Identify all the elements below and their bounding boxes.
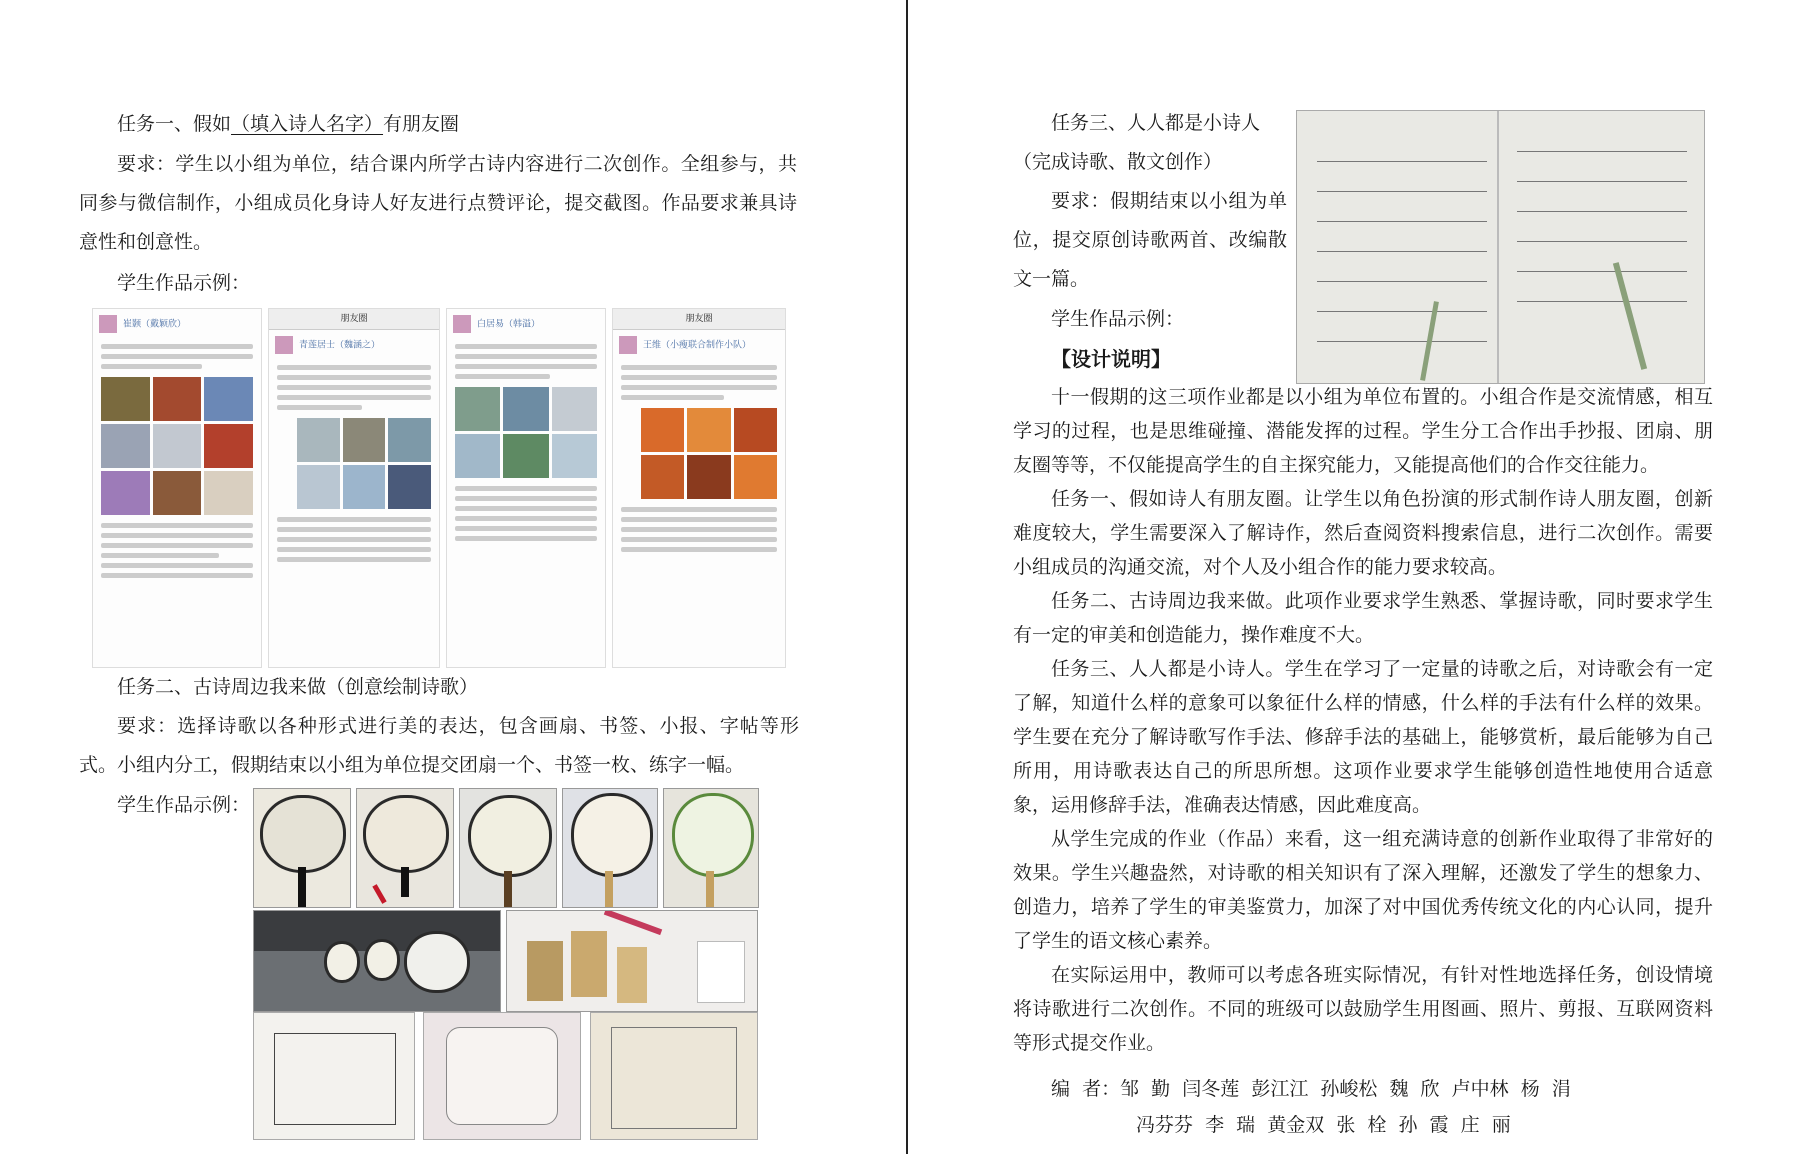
- right-page: [910, 0, 1820, 1154]
- calligraphy-sheet-3: [590, 1012, 758, 1140]
- fan-display-photo: [253, 910, 501, 1012]
- photo-grid: [101, 377, 253, 515]
- design-paragraph-1: 十一假期的这三项作业都是以小组为单位布置的。小组合作是交流情感，相互学习的过程，也是思维碰撞、潜能发挥的过程。学生分工合作出手抄报、团扇、朋友圈等等，不仅能提高学生的自主探究能力，又能提高他们的合作交往能力。: [1013, 386, 1713, 476]
- fan-photo-1: [253, 788, 351, 908]
- page-divider: [906, 0, 908, 1154]
- wechat-screenshot-1: [92, 308, 262, 668]
- task1-example-label: 学生作品示例：: [117, 272, 251, 294]
- task3-requirement: 要求：假期结束以小组为单位，提交原创诗歌两首、改编散文一篇。: [1013, 190, 1287, 290]
- avatar: [99, 315, 117, 333]
- task1-title: [117, 104, 857, 144]
- design-paragraph-6: 在实际运用中，教师可以考虑各班实际情况，有针对性地选择任务，创设情境将诗歌进行二次创作。不同的班级可以鼓励学生用图画、照片、剪报、互联网资料等形式提交作业。: [1013, 964, 1713, 1054]
- editors-line-2: 冯芬芬 李 瑞 黄金双 张 栓 孙 霞 庄 丽: [1136, 1114, 1511, 1136]
- poster-name: 崔颢（戴颖欣）: [123, 319, 187, 330]
- wechat-screenshot-4: [612, 308, 786, 668]
- avatar: [619, 336, 637, 354]
- task1-requirement: 要求：学生以小组为单位，结合课内所学古诗内容进行二次创作。全组参与，共同参与微信制作，小组成员化身诗人好友进行点赞评论，提交截图。作品要求兼具诗意性和创意性。: [79, 153, 797, 253]
- photo-grid: [641, 408, 777, 499]
- task3-example-label: 学生作品示例：: [1051, 308, 1185, 330]
- screen-title: 朋友圈: [269, 309, 439, 330]
- task1-title-suffix: 有朋友圈: [383, 113, 460, 135]
- photo-grid: [455, 387, 597, 478]
- task2-title: 任务二、古诗周边我来做（创意绘制诗歌）: [117, 676, 479, 698]
- calligraphy-sheet-2: [423, 1012, 581, 1140]
- task3-title: 任务三、人人都是小诗人: [1051, 112, 1261, 134]
- left-page: [0, 0, 905, 1154]
- poster-name: 王维（小瘦联合制作小队）: [643, 340, 752, 351]
- editors-line-1: 编 者：邹 勤 闫冬莲 彭江江 孙峻松 魏 欣 卢中林 杨 涓: [1051, 1078, 1571, 1100]
- design-paragraph-4: 任务三、人人都是小诗人。学生在学习了一定量的诗歌之后，对诗歌会有一定了解，知道什么样的意象可以象征什么样的情感，什么样的手法有什么样的效果。学生要在充分了解诗歌写作手法、修辞手法的基础上，能够赏析，最后能够为自己所用，用诗歌表达自己的所思所想。这项作业要求学生能够创造性地使用合适意象，运用修辞手法，准确表达情感，因此难度高。: [1013, 658, 1713, 816]
- task2-requirement: 要求：选择诗歌以各种形式进行美的表达，包含画扇、书签、小报、字帖等形式。小组内分工，假期结束以小组为单位提交团扇一个、书签一枚、练字一幅。: [79, 715, 799, 776]
- wechat-screenshot-3: [446, 308, 606, 668]
- photo-grid: [297, 418, 431, 509]
- poster-name: 白居易（韩溢）: [477, 319, 541, 330]
- poetry-manuscript-photo: [1296, 110, 1705, 384]
- task1-title-prefix: 任务一、假如: [117, 113, 232, 135]
- poster-name: 青莲居士（魏涵之）: [299, 340, 381, 351]
- design-paragraph-3: 任务二、古诗周边我来做。此项作业要求学生熟悉、掌握诗歌，同时要求学生有一定的审美和创造能力，操作难度不大。: [1013, 590, 1713, 646]
- wechat-screenshot-2: [268, 308, 440, 668]
- fan-photo-5: [663, 788, 759, 908]
- fan-photo-4: [562, 788, 658, 908]
- task2-example-label: 学生作品示例：: [117, 794, 251, 816]
- avatar: [275, 336, 293, 354]
- fan-photo-3: [459, 788, 557, 908]
- bookmark-photo: [506, 910, 758, 1012]
- task1-title-blank: （填入诗人名字）: [231, 113, 384, 135]
- design-paragraph-2: 任务一、假如诗人有朋友圈。让学生以角色扮演的形式制作诗人朋友圈，创新难度较大，学生需要深入了解诗作，然后查阅资料搜索信息，进行二次创作。需要小组成员的沟通交流，对个人及小组合作的能力要求较高。: [1013, 488, 1713, 578]
- calligraphy-sheet-1: [253, 1012, 415, 1140]
- fan-photo-2: [356, 788, 454, 908]
- avatar: [453, 315, 471, 333]
- screen-title: 朋友圈: [613, 309, 785, 330]
- design-heading: 【设计说明】: [1051, 347, 1171, 371]
- design-paragraph-5: 从学生完成的作业（作品）来看，这一组充满诗意的创新作业取得了非常好的效果。学生兴趣盎然，对诗歌的相关知识有了深入理解，还激发了学生的想象力、创造力，培养了学生的审美鉴赏力，加深了对中国优秀传统文化的内心认同，提升了学生的语文核心素养。: [1013, 828, 1713, 952]
- task3-subtitle: （完成诗歌、散文创作）: [1013, 151, 1223, 173]
